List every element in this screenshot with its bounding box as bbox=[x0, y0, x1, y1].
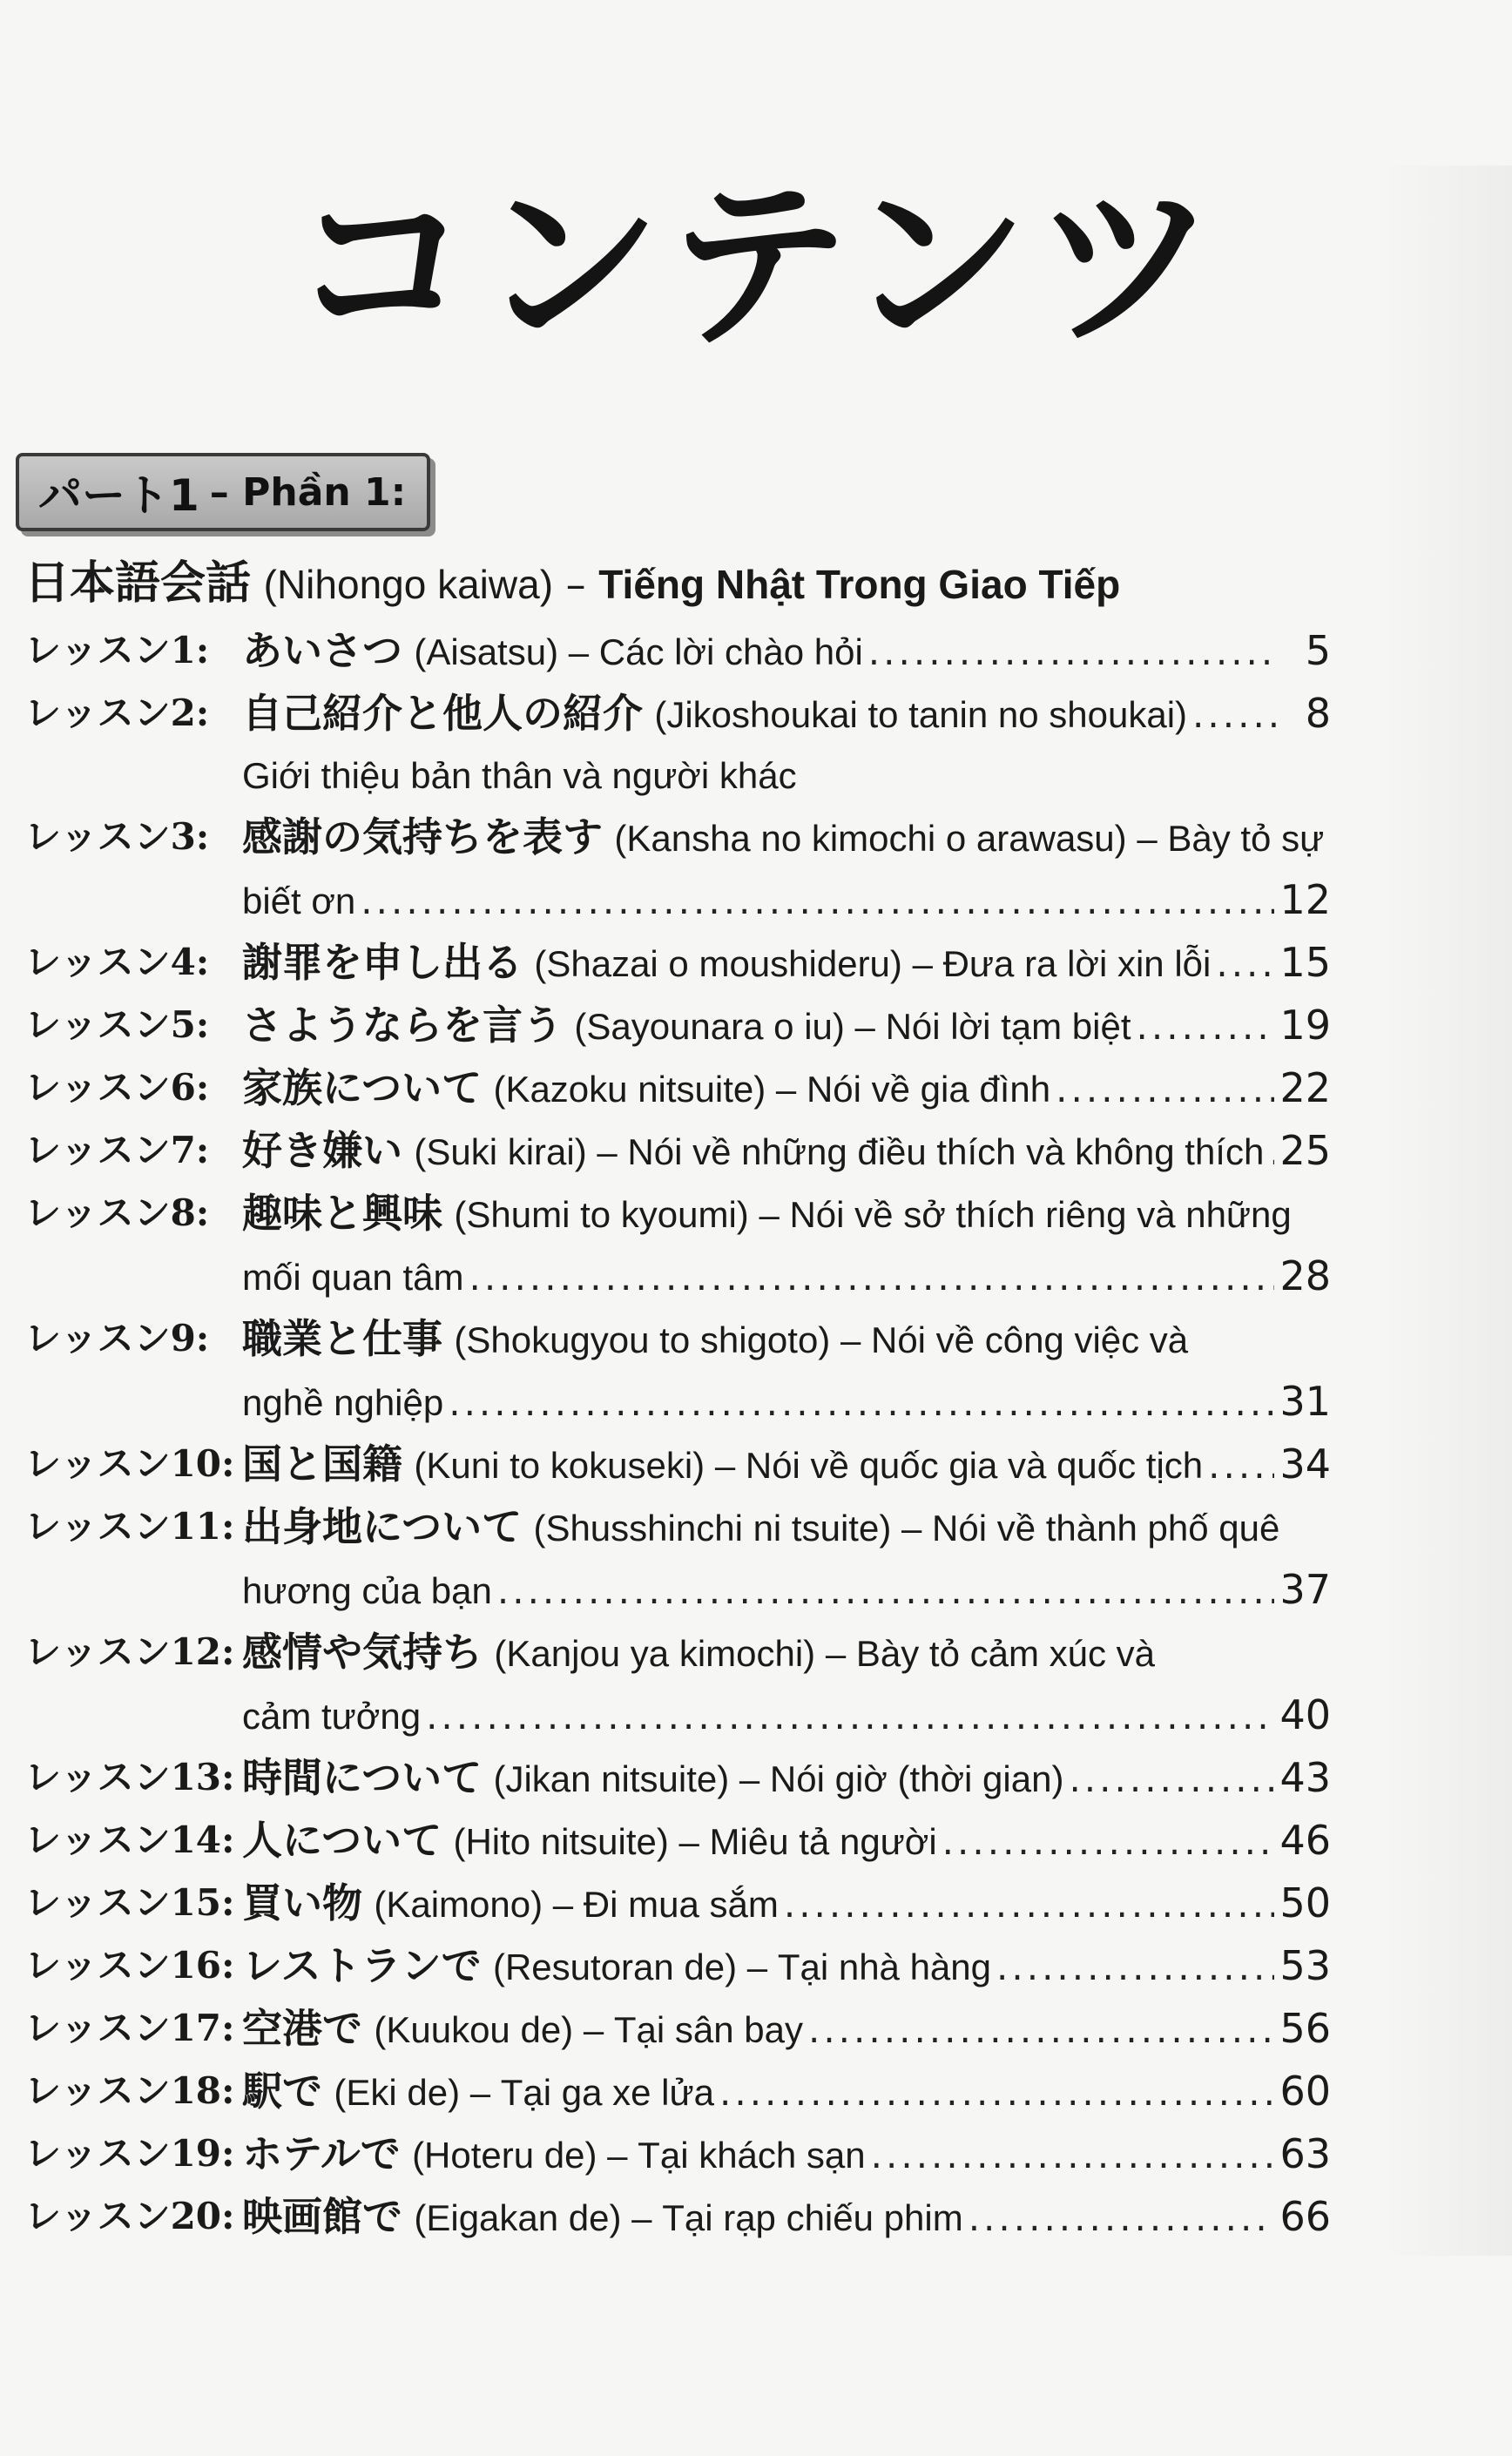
lesson-title-rest: (Jikoshoukai to tanin no shoukai) bbox=[654, 694, 1188, 735]
lesson-line bbox=[242, 1684, 1331, 1747]
lesson-title-jp: レストランで bbox=[242, 1942, 482, 1989]
lesson-body bbox=[242, 1057, 1331, 1120]
lesson-title-jp: 自己紹介と他人の紹介 bbox=[242, 690, 643, 737]
toc-entry bbox=[24, 1496, 1331, 1622]
lesson-title-rest: (Shumi to kyoumi) – Nói về sở thích riêng và những bbox=[454, 1194, 1292, 1235]
lesson-line bbox=[242, 1245, 1331, 1308]
lesson-title-jp: 買い物 bbox=[242, 1879, 362, 1926]
dot-leader bbox=[1137, 996, 1275, 1057]
lesson-title-jp: 国と国籍 bbox=[242, 1441, 402, 1488]
lesson-body bbox=[242, 2061, 1331, 2123]
page-edge-shadow bbox=[1381, 165, 1512, 2256]
lesson-title-rest: (Sayounara o iu) – Nói lời tạm biệt bbox=[574, 1006, 1131, 1047]
toc-entry bbox=[24, 1998, 1331, 2061]
toc-entry bbox=[24, 1872, 1331, 1935]
lesson-title-continued: nghề nghiệp bbox=[242, 1382, 444, 1423]
lesson-title-jp: さようならを言う bbox=[242, 1002, 563, 1049]
lesson-text bbox=[242, 1872, 779, 1935]
lesson-text bbox=[242, 806, 1324, 869]
lesson-label: レッスン14: bbox=[24, 1818, 235, 1861]
lesson-title-rest: (Kanjou ya kimochi) – Bày tỏ cảm xúc và bbox=[494, 1633, 1156, 1674]
lesson-body bbox=[242, 2186, 1331, 2249]
lesson-title-jp: 映画館で bbox=[242, 2193, 402, 2240]
lesson-title-jp: 職業と仕事 bbox=[242, 1315, 442, 1362]
toc-entry bbox=[24, 1434, 1331, 1496]
lesson-line bbox=[242, 683, 1331, 746]
lesson-title-continued: Giới thiệu bản thân và người khác bbox=[242, 755, 797, 796]
lesson-text bbox=[242, 1183, 1292, 1245]
toc-entry bbox=[24, 932, 1331, 995]
lesson-body bbox=[242, 1434, 1331, 1496]
lesson-label: レッスン13: bbox=[24, 1756, 235, 1798]
lesson-text bbox=[242, 1120, 1264, 1183]
lesson-title-continued: cảm tưởng bbox=[242, 1696, 422, 1737]
lesson-body bbox=[242, 995, 1331, 1057]
lesson-line bbox=[242, 1120, 1331, 1183]
lesson-title-jp: 出身地について bbox=[242, 1503, 523, 1550]
toc-entry bbox=[24, 1183, 1331, 1308]
lesson-line bbox=[242, 995, 1331, 1057]
toc-entry bbox=[24, 1308, 1331, 1434]
lesson-label: レッスン18: bbox=[24, 2069, 235, 2112]
lesson-line bbox=[242, 1057, 1331, 1120]
lesson-title-jp: あいさつ bbox=[242, 627, 402, 674]
lesson-label: レッスン11: bbox=[24, 1505, 235, 1548]
toc-entry bbox=[24, 620, 1331, 683]
lesson-line bbox=[242, 932, 1331, 995]
lesson-label: レッスン8: bbox=[24, 1191, 210, 1234]
lesson-body bbox=[242, 1120, 1331, 1183]
lesson-title-jp: ホテルで bbox=[242, 2130, 401, 2177]
lesson-title-jp: 時間について bbox=[242, 1754, 483, 1801]
lesson-text bbox=[242, 1308, 1188, 1371]
lesson-title-jp: 感謝の気持ちを表す bbox=[242, 813, 603, 860]
lesson-line bbox=[242, 1308, 1331, 1371]
part-sublabel: – Phần 1: bbox=[209, 469, 407, 515]
page-number: 60 bbox=[1279, 2068, 1331, 2115]
dot-leader bbox=[1069, 1749, 1274, 1810]
lesson-title-rest: (Aisatsu) – Các lời chào hỏi bbox=[414, 631, 863, 672]
page-number: 12 bbox=[1279, 876, 1331, 923]
lesson-line bbox=[242, 1622, 1331, 1684]
toc-entry bbox=[24, 1057, 1331, 1120]
dot-leader bbox=[719, 2062, 1274, 2123]
page-number: 22 bbox=[1279, 1064, 1331, 1111]
dot-leader bbox=[426, 1686, 1274, 1747]
lesson-title-continued: mối quan tâm bbox=[242, 1257, 464, 1298]
lesson-line bbox=[242, 2186, 1331, 2249]
lesson-line bbox=[242, 1183, 1331, 1245]
lesson-body bbox=[242, 683, 1331, 806]
page-number: 63 bbox=[1279, 2130, 1331, 2177]
lesson-text bbox=[242, 1057, 1050, 1120]
lesson-label: レッスン4: bbox=[24, 941, 210, 983]
lesson-label: レッスン16: bbox=[24, 1944, 235, 1987]
page-number: 19 bbox=[1279, 1002, 1331, 1049]
lesson-body bbox=[242, 1496, 1331, 1622]
page-number: 43 bbox=[1279, 1754, 1331, 1801]
page-number: 66 bbox=[1279, 2193, 1331, 2240]
lesson-title-rest: (Kaimono) – Đi mua sắm bbox=[374, 1884, 779, 1925]
lesson-body bbox=[242, 1747, 1331, 1810]
section-title-romaji: (Nihongo kaiwa) bbox=[263, 562, 554, 607]
dot-leader bbox=[1269, 1122, 1274, 1183]
lesson-line bbox=[242, 1496, 1331, 1559]
lesson-title-continued: biết ơn bbox=[242, 881, 356, 921]
toc-entry bbox=[24, 1120, 1331, 1183]
lesson-label: レッスン15: bbox=[24, 1881, 235, 1924]
lesson-line bbox=[242, 869, 1331, 932]
lesson-body bbox=[242, 1872, 1331, 1935]
lesson-body bbox=[242, 1935, 1331, 1998]
lesson-body bbox=[242, 1622, 1331, 1747]
page-number: 25 bbox=[1279, 1127, 1331, 1174]
lesson-line bbox=[242, 1998, 1331, 2061]
dot-leader bbox=[361, 871, 1274, 932]
lesson-title-rest: (Kansha no kimochi o arawasu) – Bày tỏ sự bbox=[614, 818, 1325, 859]
toc-entry bbox=[24, 683, 1331, 806]
lesson-text bbox=[242, 1434, 1203, 1496]
lesson-body bbox=[242, 620, 1331, 683]
lesson-line bbox=[242, 1810, 1331, 1872]
lesson-label: レッスン3: bbox=[24, 815, 210, 858]
lesson-text bbox=[242, 1935, 991, 1998]
page-number: 37 bbox=[1279, 1566, 1331, 1613]
lesson-title-jp: 家族について bbox=[242, 1064, 483, 1111]
lesson-line bbox=[242, 806, 1331, 869]
toc-entry bbox=[24, 1747, 1331, 1810]
toc-entry bbox=[24, 2061, 1331, 2123]
lesson-title-rest: (Kuukou de) – Tại sân bay bbox=[374, 2009, 803, 2050]
lesson-label: レッスン19: bbox=[24, 2132, 235, 2175]
lesson-label: レッスン12: bbox=[24, 1630, 235, 1673]
lesson-title-jp: 好き嫌い bbox=[242, 1127, 402, 1174]
dot-leader bbox=[1208, 1435, 1274, 1496]
lesson-text bbox=[242, 995, 1131, 1057]
lesson-label: レッスン9: bbox=[24, 1317, 210, 1360]
lesson-line bbox=[242, 620, 1331, 683]
lesson-body bbox=[242, 1810, 1331, 1872]
toc-entry bbox=[24, 2123, 1331, 2186]
section-title-jp: 日本語会話 bbox=[24, 557, 252, 610]
lesson-text bbox=[242, 1810, 937, 1872]
lesson-title-rest: (Jikan nitsuite) – Nói giờ (thời gian) bbox=[493, 1758, 1064, 1799]
page-number: 40 bbox=[1279, 1691, 1331, 1738]
lesson-title-rest: (Shusshinchi ni tsuite) – Nói về thành phố quê bbox=[533, 1508, 1280, 1548]
dot-leader bbox=[1056, 1059, 1274, 1120]
lesson-line bbox=[242, 1872, 1331, 1935]
toc-entry bbox=[24, 995, 1331, 1057]
lesson-title-rest: (Shazai o moushideru) – Đưa ra lời xin lỗi bbox=[534, 943, 1212, 984]
page-number: 5 bbox=[1305, 627, 1331, 674]
page-number: 31 bbox=[1279, 1378, 1331, 1425]
dot-leader bbox=[469, 1247, 1274, 1308]
toc-entry bbox=[24, 1810, 1331, 1872]
page-number: 8 bbox=[1305, 690, 1331, 737]
lesson-text bbox=[242, 2061, 714, 2123]
lesson-title-rest: (Kuni to kokuseki) – Nói về quốc gia và quốc tịch bbox=[414, 1445, 1204, 1486]
lesson-line bbox=[242, 1935, 1331, 1998]
lesson-title-rest: (Suki kirai) – Nói về những điều thích và không thích bbox=[414, 1131, 1265, 1172]
lesson-label: レッスン2: bbox=[24, 692, 210, 734]
lesson-title-jp: 感情や気持ち bbox=[242, 1629, 483, 1676]
lesson-label: レッスン20: bbox=[24, 2195, 235, 2237]
dot-leader bbox=[868, 622, 1277, 683]
lesson-text bbox=[242, 620, 863, 683]
page-title: コンテンツ bbox=[290, 158, 1222, 373]
lesson-text bbox=[242, 1496, 1279, 1559]
lesson-body bbox=[242, 2123, 1331, 2186]
dot-leader bbox=[996, 1937, 1274, 1998]
dot-leader bbox=[1192, 685, 1277, 746]
lesson-text bbox=[242, 1998, 803, 2061]
lesson-label: レッスン6: bbox=[24, 1066, 210, 1109]
lesson-title-rest: (Eki de) – Tại ga xe lửa bbox=[334, 2072, 714, 2113]
toc-entry bbox=[24, 1622, 1331, 1747]
part-label: パート1 bbox=[38, 470, 199, 521]
lesson-text bbox=[242, 683, 1187, 746]
lesson-line bbox=[242, 1559, 1331, 1622]
lesson-title-rest: (Kazoku nitsuite) – Nói về gia đình bbox=[493, 1069, 1051, 1110]
lesson-line bbox=[242, 1434, 1331, 1496]
page-number: 34 bbox=[1279, 1441, 1331, 1488]
page-number: 15 bbox=[1279, 939, 1331, 986]
lesson-body bbox=[242, 806, 1331, 932]
section-title-vi: Tiếng Nhật Trong Giao Tiếp bbox=[598, 562, 1121, 607]
page-number: 28 bbox=[1279, 1252, 1331, 1299]
toc-entry bbox=[24, 1935, 1331, 1998]
dot-leader bbox=[871, 2125, 1275, 2186]
lesson-line bbox=[242, 1747, 1331, 1810]
dot-leader bbox=[449, 1373, 1274, 1434]
lesson-label: レッスン5: bbox=[24, 1003, 210, 1046]
lesson-label: レッスン10: bbox=[24, 1442, 235, 1485]
lesson-label: レッスン7: bbox=[24, 1129, 210, 1171]
lesson-text bbox=[242, 2186, 963, 2249]
lesson-line bbox=[242, 2061, 1331, 2123]
page-number: 50 bbox=[1279, 1879, 1331, 1926]
lesson-title-rest: (Shokugyou to shigoto) – Nói về công việc và bbox=[454, 1319, 1189, 1360]
lesson-line bbox=[242, 1371, 1331, 1434]
page-number: 46 bbox=[1279, 1817, 1331, 1864]
lesson-title-rest: (Hito nitsuite) – Miêu tả người bbox=[453, 1821, 937, 1862]
lesson-body bbox=[242, 1183, 1331, 1308]
lesson-title-rest: (Hoteru de) – Tại khách sạn bbox=[412, 2135, 866, 2176]
lesson-body bbox=[242, 1308, 1331, 1434]
dot-leader bbox=[942, 1812, 1275, 1872]
lesson-title-jp: 人について bbox=[242, 1817, 442, 1864]
lesson-title-rest: (Resutoran de) – Tại nhà hàng bbox=[492, 1947, 992, 1987]
lesson-title-rest: (Eigakan de) – Tại rạp chiếu phim bbox=[414, 2197, 963, 2238]
lesson-body bbox=[242, 932, 1331, 995]
section-heading bbox=[24, 550, 1120, 617]
dot-leader bbox=[784, 1874, 1275, 1935]
toc-entry bbox=[24, 806, 1331, 932]
lesson-title-jp: 空港で bbox=[242, 2005, 362, 2052]
page-number: 56 bbox=[1279, 2005, 1331, 2052]
lesson-body bbox=[242, 1998, 1331, 2061]
dot-leader bbox=[969, 2188, 1275, 2249]
lesson-text bbox=[242, 1747, 1063, 1810]
toc-entry bbox=[24, 2186, 1331, 2249]
lesson-line bbox=[242, 746, 1331, 806]
dot-leader bbox=[808, 2000, 1274, 2061]
dot-leader bbox=[497, 1561, 1275, 1622]
dot-leader bbox=[1216, 934, 1274, 995]
lesson-text bbox=[242, 1622, 1155, 1684]
lesson-title-jp: 趣味と興味 bbox=[242, 1190, 442, 1237]
toc-list bbox=[24, 620, 1331, 2249]
lesson-title-jp: 駅で bbox=[242, 2068, 322, 2115]
lesson-text bbox=[242, 2123, 866, 2186]
lesson-line bbox=[242, 2123, 1331, 2186]
lesson-label: レッスン1: bbox=[24, 629, 210, 671]
section-dash: – bbox=[565, 561, 586, 608]
lesson-text bbox=[242, 932, 1211, 995]
lesson-title-jp: 謝罪を申し出る bbox=[242, 939, 523, 986]
part-heading-box bbox=[16, 453, 430, 531]
lesson-label: レッスン17: bbox=[24, 2007, 235, 2049]
lesson-title-continued: hương của bạn bbox=[242, 1570, 492, 1611]
page-number: 53 bbox=[1279, 1942, 1331, 1989]
